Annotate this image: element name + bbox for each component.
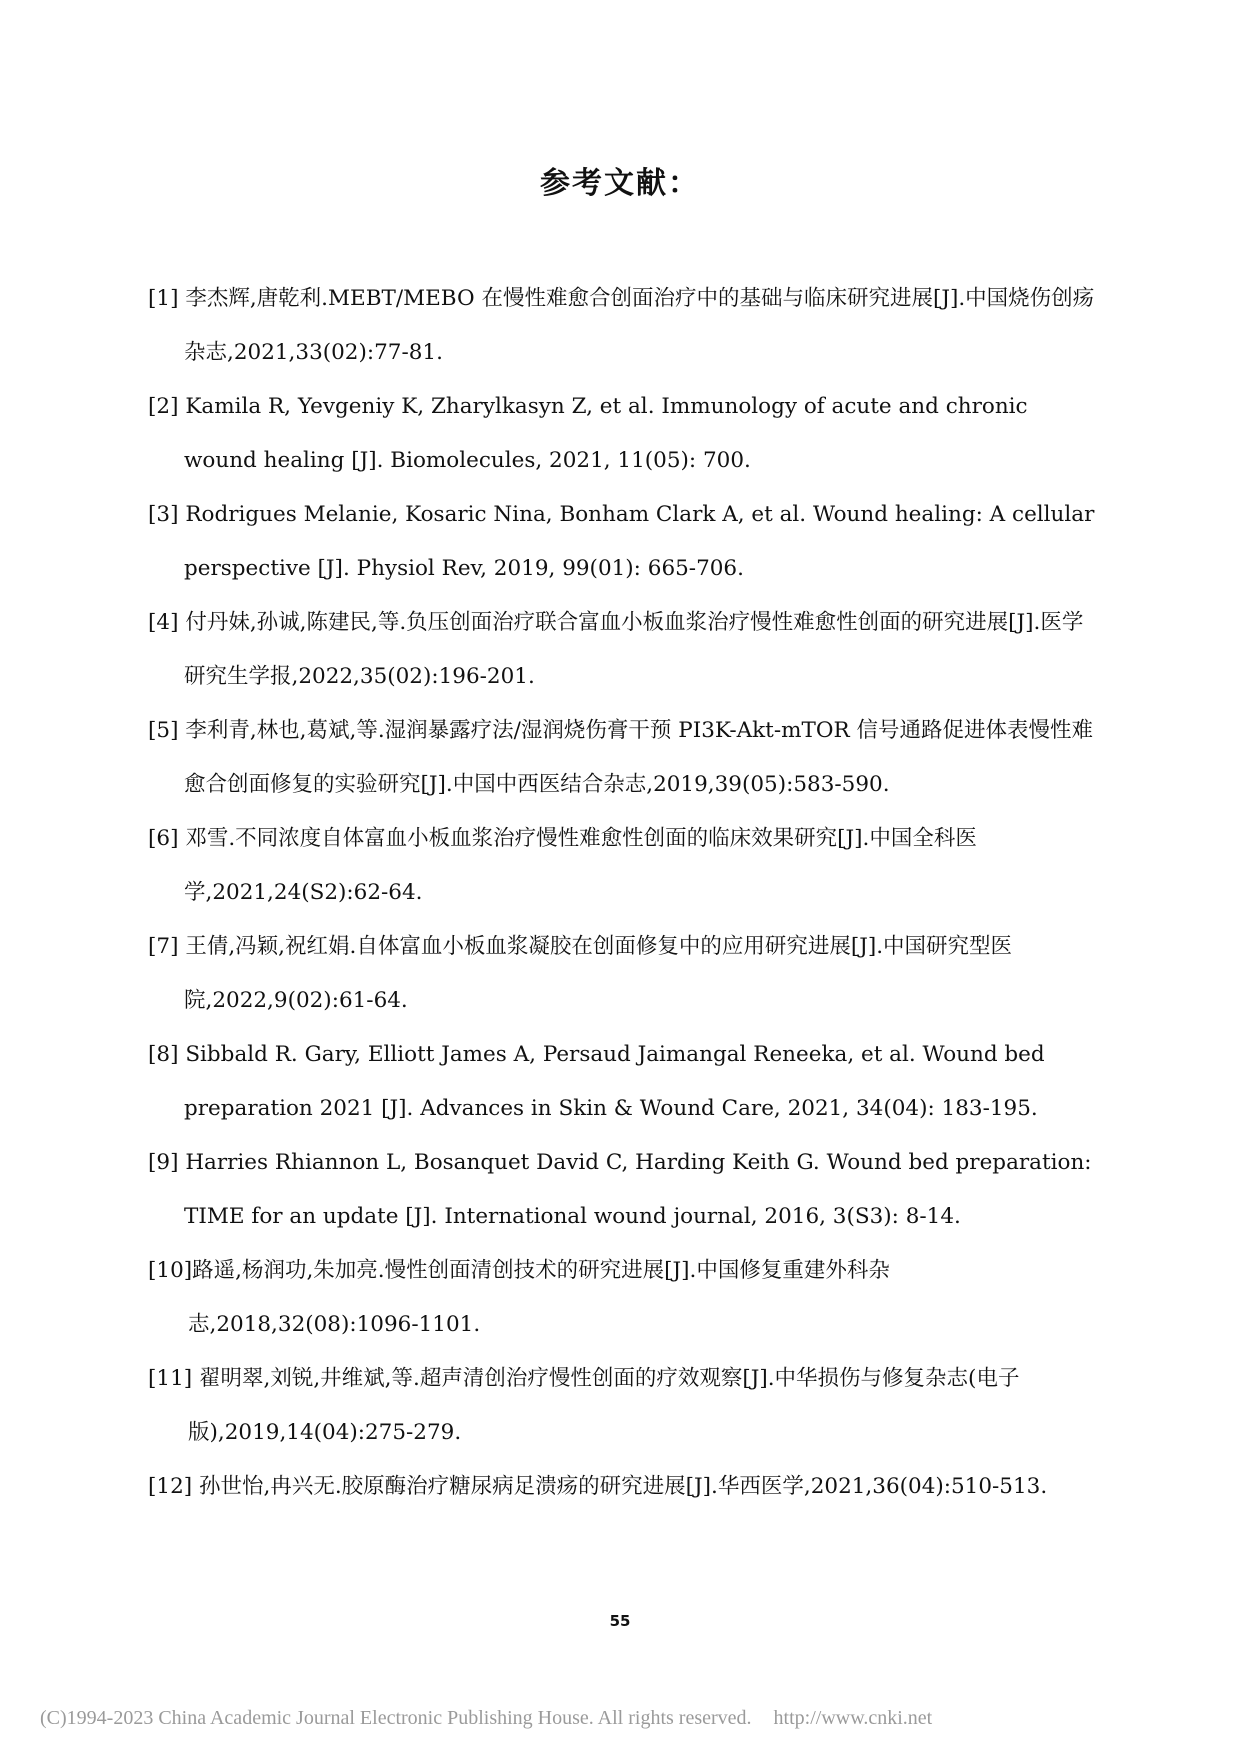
reference-text: 翟明翠,刘锐,井维斌,等.超声清创治疗慢性创面的疗效观察[J].中华损伤与修复杂志(电子版),2019,14(04):275-279. [188,1366,1020,1445]
reference-label: [8] [148,1042,179,1067]
reference-item [148,596,1098,704]
reference-label: [3] [148,502,179,527]
page-number: 55 [609,1612,631,1630]
reference-label: [11] [148,1366,193,1391]
copyright-notice: (C)1994-2023 China Academic Journal Electronic Publishing House. All rights reserved. [40,1707,752,1729]
reference-text: 李利青,林也,葛斌,等.湿润暴露疗法/湿润烧伤膏干预 PI3K-Akt-mTOR 信号通路促进体表慢性难愈合创面修复的实验研究[J].中国中西医结合杂志,2019,39(05):583-590. [184,718,1093,797]
reference-text: 王倩,冯颖,祝红娟.自体富血小板血浆凝胶在创面修复中的应用研究进展[J].中国研究型医院,2022,9(02):61-64. [184,934,1013,1013]
reference-text: 邓雪.不同浓度自体富血小板血浆治疗慢性难愈性创面的临床效果研究[J].中国全科医学,2021,24(S2):62-64. [184,826,977,905]
reference-item [148,1460,1098,1514]
reference-item [148,812,1098,920]
reference-label: [1] [148,286,179,311]
reference-text: Sibbald R. Gary, Elliott James A, Persaud Jaimangal Reneeka, et al. Wound bed preparation 2021 [J]. Advances in Skin & Wound Care, 2021, 34(04): 183-195. [184,1042,1045,1121]
page-title: 参考文献： [540,166,700,201]
reference-text: 付丹妹,孙诚,陈建民,等.负压创面治疗联合富血小板血浆治疗慢性难愈性创面的研究进展[J].医学研究生学报,2022,35(02):196-201. [184,610,1084,689]
reference-text: Harries Rhiannon L, Bosanquet David C, Harding Keith G. Wound bed preparation: TIME for an update [J]. International wound journal, 2016, 3(S3): 8-14. [184,1150,1092,1229]
reference-label: [9] [148,1150,179,1175]
reference-item [148,1244,1098,1352]
reference-label: [4] [148,610,179,635]
reference-text: 李杰辉,唐乾利.MEBT/MEBO 在慢性难愈合创面治疗中的基础与临床研究进展[J].中国烧伤创疡杂志,2021,33(02):77-81. [184,286,1095,365]
reference-text: Kamila R, Yevgeniy K, Zharylkasyn Z, et al. Immunology of acute and chronic wound healing [J]. Biomolecules, 2021, 11(05): 700. [184,394,1028,473]
reference-label: [6] [148,826,179,851]
reference-list [148,272,1098,1514]
reference-label: [10] [148,1258,193,1283]
reference-item [148,1028,1098,1136]
reference-item [148,704,1098,812]
footer-watermark [40,1707,932,1730]
reference-text: 路遥,杨润功,朱加亮.慢性创面清创技术的研究进展[J].中国修复重建外科杂志,2018,32(08):1096-1101. [188,1258,890,1337]
reference-text: Rodrigues Melanie, Kosaric Nina, Bonham Clark A, et al. Wound healing: A cellular perspective [J]. Physiol Rev, 2019, 99(01): 665-706. [184,502,1095,581]
reference-item [148,1352,1098,1460]
reference-label: [12] [148,1474,193,1499]
reference-label: [2] [148,394,179,419]
reference-item [148,272,1098,380]
reference-label: [5] [148,718,179,743]
reference-item [148,380,1098,488]
cnki-url: http://www.cnki.net [773,1707,933,1729]
reference-label: [7] [148,934,179,959]
reference-item [148,920,1098,1028]
reference-item [148,1136,1098,1244]
reference-text: 孙世怡,冉兴无.胶原酶治疗糖尿病足溃疡的研究进展[J].华西医学,2021,36(04):510-513. [198,1474,1048,1499]
reference-item [148,488,1098,596]
